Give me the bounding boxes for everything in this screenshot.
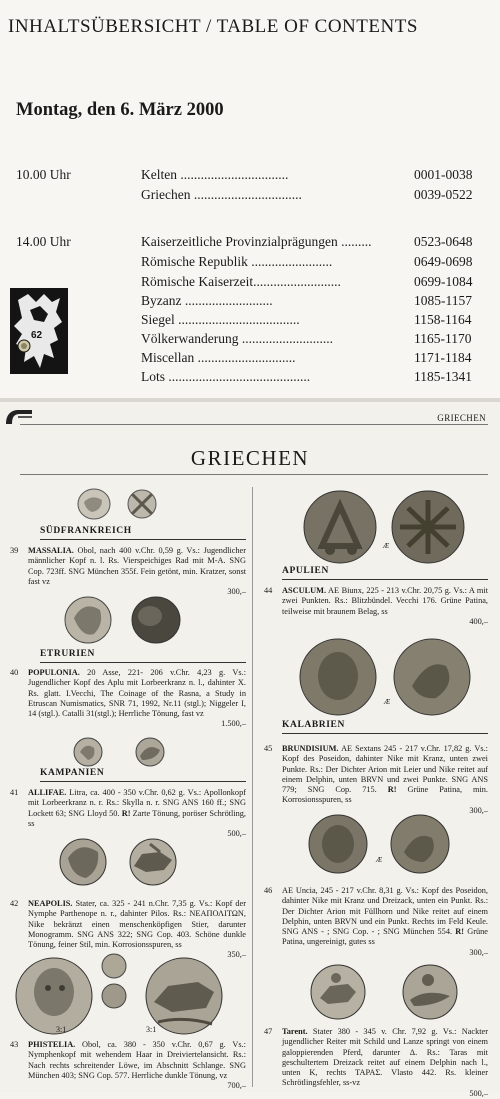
metal-mark: Æ xyxy=(376,856,383,864)
section-heading: GRIECHEN xyxy=(190,446,310,470)
toc-row: Griechen ................................ 0039-0522 xyxy=(141,187,473,202)
toc-date: Montag, den 6. März 2000 xyxy=(16,100,224,120)
toc-row: Miscellan ............................. 1171-1184 xyxy=(141,350,472,365)
region-rule xyxy=(40,662,246,663)
header-rule xyxy=(20,474,488,475)
toc-page xyxy=(0,0,500,398)
running-head: GRIECHEN xyxy=(437,413,486,423)
coin-image xyxy=(72,486,162,522)
toc-row: Lots .......................................... 1185-1341 xyxy=(141,369,472,384)
logo-number: 62 xyxy=(31,330,43,341)
lot-entry: 47 Tarent. Stater 380 - 345 v. Chr. 7,92 g. Vs.: Nackter jugendlicher Reiter mit Schild und Lanze springt von einem galoppierenden Pferd, darunter Δ. Rs.: Taras mit geschultertem Dreizack reitet auf einem Delphin nach l., unten K, rechts ΤΑΡΑΣ. Vlasto 442. Rs. kleiner Schrötlingsfehler, ss-vz 500,– xyxy=(264,1027,488,1098)
region-heading: ETRURIEN xyxy=(40,649,95,659)
region-heading: KALABRIEN xyxy=(282,720,345,730)
region-rule xyxy=(40,781,246,782)
toc-row: Siegel .................................... 1158-1164 xyxy=(141,312,472,327)
coin-image xyxy=(306,962,466,1022)
metal-mark: Æ xyxy=(383,542,390,550)
region-heading: APULIEN xyxy=(282,566,329,576)
header-rule xyxy=(20,424,488,425)
coin-image xyxy=(306,812,456,876)
lot-entry: 41 ALLIFAE. Litra, ca. 400 - 350 v.Chr. 0,62 g. Vs.: Apollonkopf mit Lorbeerkranz n. r. Rs.: Skylla n. r. SNG ANS 160 ff.; SNG Lockett 63; SNG Lloyd 50. R! Zarte Tönung, poröser Schrötling, ss 500,– xyxy=(10,788,246,839)
region-rule xyxy=(282,733,488,734)
coin-image xyxy=(8,952,248,1036)
catalogue-page xyxy=(0,402,500,1098)
metal-mark: Æ xyxy=(384,698,391,706)
lot-entry: 40 POPULONIA. 20 Asse, 221- 206 v.Chr. 4,23 g. Vs.: Jugendlicher Kopf des Aplu mit Lorbeerkranz n. l., dahinter X. Rs. glatt. I.Vecchi, The Coinage of the Rasna, a Study in Etruscan Numismatics, SNR 71, 1992, Nr.11 (stgl.); Niggeler I, 14 (stgl.). Catalli 31(stgl.); Herrliche Tönung, fast vz 1.500,– xyxy=(10,668,246,729)
lot-entry: 45 BRUNDISIUM. AE Sextans 245 - 217 v.Chr. 17,82 g. Vs.: Kopf des Poseidon, dahinter Nike mit Kranz, unten zwei Punkte. Rs.: Der Dichter Arion mit Leier und Nike reitet auf einem Delphin, unten BRVN und zwei Punkte. SNG ANS 779; SNG Cop. 715. R! Grüne Patina, min. Korrosionsspuren, ss 300,– xyxy=(264,744,488,815)
region-rule xyxy=(282,579,488,580)
coin-image xyxy=(56,836,186,888)
lot-entry: 42 NEAPOLIS. Stater, ca. 325 - 241 n.Chr. 7,35 g. Vs.: Kopf der Nymphe Parthenope n. r., dahinter Pilos. Rs.: ΝΕΑΠΟΛΙΤΩΝ, Nike bekränzt einen menschenköpfigen Stier, darunter Monogramm. SNG ANS 322; SNG Cop. 403. Schöne dunkle Tönung, feiner Stil, min. Korrosionsspuren, ss 350,– xyxy=(10,899,246,960)
region-heading: SÜDFRANKREICH xyxy=(40,526,132,536)
toc-row: Völkerwanderung ........................... 1165-1170 xyxy=(141,331,472,346)
lot-entry: 44 ASCULUM. AE Biunx, 225 - 213 v.Chr. 20,75 g. Vs.: A mit zwei Punkten. Rs.: Blitzbündel. Vecchi 176. Grüne Patina, teilweise mit braunem Belag, ss 400,– xyxy=(264,586,488,626)
coin-image xyxy=(72,736,172,768)
coin-image xyxy=(300,488,470,566)
toc-row: Kelten ................................ 0001-0038 xyxy=(141,167,473,182)
lot-entry: 46 AE Uncia, 245 - 217 v.Chr. 8,31 g. Vs.: Kopf des Poseidon, dahinter Nike mit Kranz und Dreizack, unten ein Punkt. Rs.: Der Dichter Arion mit Füllhorn und Nike reitet auf einem Delphin, unten BRVN und ein Punkt. Rechts im Feld Keule. SNG ANS - ; SNG Cop. - ; SNG München 554. R! Grüne Patina, ungereinigt, gutes ss 300,– xyxy=(264,886,488,957)
toc-row: Byzanz .......................... 1085-1157 xyxy=(141,293,472,308)
lion-logo-icon xyxy=(10,288,68,374)
session-time: 10.00 Uhr xyxy=(16,167,71,182)
session-time: 14.00 Uhr xyxy=(16,234,71,249)
region-heading: KAMPANIEN xyxy=(40,768,105,778)
toc-row: Römische Kaiserzeit.......................... 0699-1084 xyxy=(141,274,473,289)
scale-mark: 3:1 xyxy=(56,1025,67,1034)
lot-entry: 39 MASSALIA. Obol, nach 400 v.Chr. 0,59 g. Vs.: Jugendlicher männlicher Kopf n. l. Rs. Vierspeichiges Rad mit M-A. SNG Cop. 723ff. SNG München 355f. Fein getönt, min. Kratzer, sonst fast vz 300,– xyxy=(10,546,246,597)
toc-row: Kaiserzeitliche Provinzialprägungen ......... 0523-0648 xyxy=(141,234,473,249)
region-rule xyxy=(40,539,246,540)
coin-image xyxy=(60,594,190,646)
lot-entry: 43 PHISTELIA. Obol, ca. 380 - 350 v.Chr. 0,67 g. Vs.: Nymphenkopf mit wehendem Haar in Dreiviertelansicht. Rs.: Nach rechts schreitender Löwe, im Abschnitt Schlange. SNG München 403; SNG Cop. 577. Herrliche dunkle Tönung, vz 700,– xyxy=(10,1040,246,1091)
toc-row: Römische Republik ........................ 0649-0698 xyxy=(141,254,473,269)
scale-mark: 3:1 xyxy=(146,1025,157,1034)
column-rule xyxy=(252,487,253,1087)
toc-title: INHALTSÜBERSICHT / TABLE OF CONTENTS xyxy=(8,16,418,37)
